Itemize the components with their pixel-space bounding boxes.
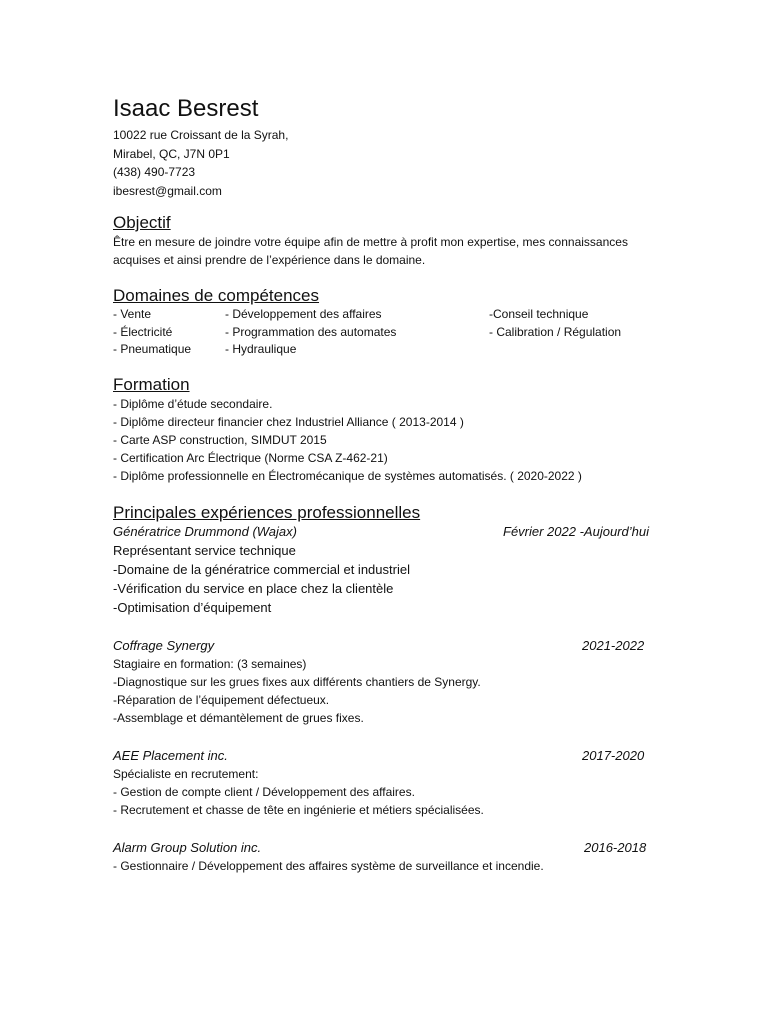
job-header (113, 637, 713, 655)
address-line-1: 10022 rue Croissant de la Syrah, (113, 128, 289, 142)
objectif-heading: Objectif (113, 213, 171, 232)
objectif-text-line-2: acquises et ainsi prendre de l’expérience dans le domaine. (113, 253, 426, 267)
phone-number: (438) 490-7723 (113, 165, 196, 179)
job-detail: -Domaine de la génératrice commercial et industriel (113, 562, 410, 577)
job-entry (113, 839, 713, 875)
job-entry (113, 523, 713, 617)
skill-item: - Programmation des automates (225, 324, 397, 339)
job-title: Alarm Group Solution inc. (113, 840, 262, 855)
skill-item: - Hydraulique (225, 342, 297, 356)
job-date: 2021-2022 (582, 638, 645, 653)
skill-item: -Conseil technique (489, 307, 589, 321)
job-detail: -Optimisation d’équipement (113, 600, 272, 615)
job-detail: - Gestion de compte client / Développement des affaires. (113, 785, 415, 799)
skill-item: - Vente (113, 307, 152, 321)
skill-item: - Électricité (113, 324, 173, 339)
job-header (113, 839, 713, 857)
formation-item: - Diplôme professionnelle en Électromécanique de systèmes automatisés. ( 2020-2022 ) (113, 469, 582, 483)
objectif-section (113, 213, 713, 269)
skill-item: - Calibration / Régulation (489, 324, 622, 339)
job-detail: -Diagnostique sur les grues fixes aux différents chantiers de Synergy. (113, 675, 481, 689)
domaines-column-1 (113, 306, 191, 359)
resume-page (113, 94, 713, 875)
job-detail: -Assemblage et démantèlement de grues fixes. (113, 711, 364, 725)
experiences-section (113, 503, 713, 875)
skill-item: - Pneumatique (113, 342, 192, 356)
job-entry (113, 637, 713, 727)
job-detail: - Gestionnaire / Développement des affaires système de surveillance et incendie. (113, 859, 544, 873)
formation-item: - Diplôme d’étude secondaire. (113, 397, 273, 411)
job-title: Coffrage Synergy (113, 638, 215, 653)
objectif-text-line-1: Être en mesure de joindre votre équipe afin de mettre à profit mon expertise, mes connaissances (113, 235, 628, 249)
job-date: Février 2022 -Aujourd’hui (503, 524, 649, 539)
domaines-column-2 (225, 306, 396, 359)
job-title: AEE Placement inc. (113, 748, 228, 763)
job-detail: -Vérification du service en place chez la clientèle (113, 581, 394, 596)
address-line-2: Mirabel, QC, J7N 0P1 (113, 146, 230, 161)
experiences-heading: Principales expériences professionnelles (113, 503, 421, 522)
job-header (113, 523, 713, 541)
domaines-column-3 (489, 306, 621, 341)
job-title: Génératrice Drummond (Wajax) (113, 524, 297, 539)
job-detail: Stagiaire en formation: (3 semaines) (113, 657, 307, 671)
job-date: 2016-2018 (584, 840, 647, 855)
job-header (113, 747, 713, 765)
domaines-grid (113, 306, 713, 358)
formation-item: - Diplôme directeur financier chez Industriel Alliance ( 2013-2014 ) (113, 415, 464, 429)
job-detail: Représentant service technique (113, 543, 296, 558)
skill-item: - Développement des affaires (225, 307, 382, 321)
job-entry (113, 747, 713, 819)
formation-section (113, 375, 713, 485)
job-date: 2017-2020 (582, 748, 645, 763)
job-detail: - Recrutement et chasse de tête en ingénierie et métiers spécialisées. (113, 803, 484, 817)
job-detail: Spécialiste en recrutement: (113, 767, 259, 781)
job-detail: -Réparation de l’équipement défectueux. (113, 693, 330, 707)
contact-block (113, 94, 713, 200)
domaines-heading: Domaines de compétences (113, 286, 320, 305)
candidate-name: Isaac Besrest (113, 95, 259, 122)
formation-item: - Carte ASP construction, SIMDUT 2015 (113, 433, 327, 447)
formation-item: - Certification Arc Électrique (Norme CSA Z-462-21) (113, 451, 388, 465)
email-address: ibesrest@gmail.com (113, 183, 222, 198)
formation-heading: Formation (113, 375, 190, 394)
domaines-section (113, 286, 713, 358)
